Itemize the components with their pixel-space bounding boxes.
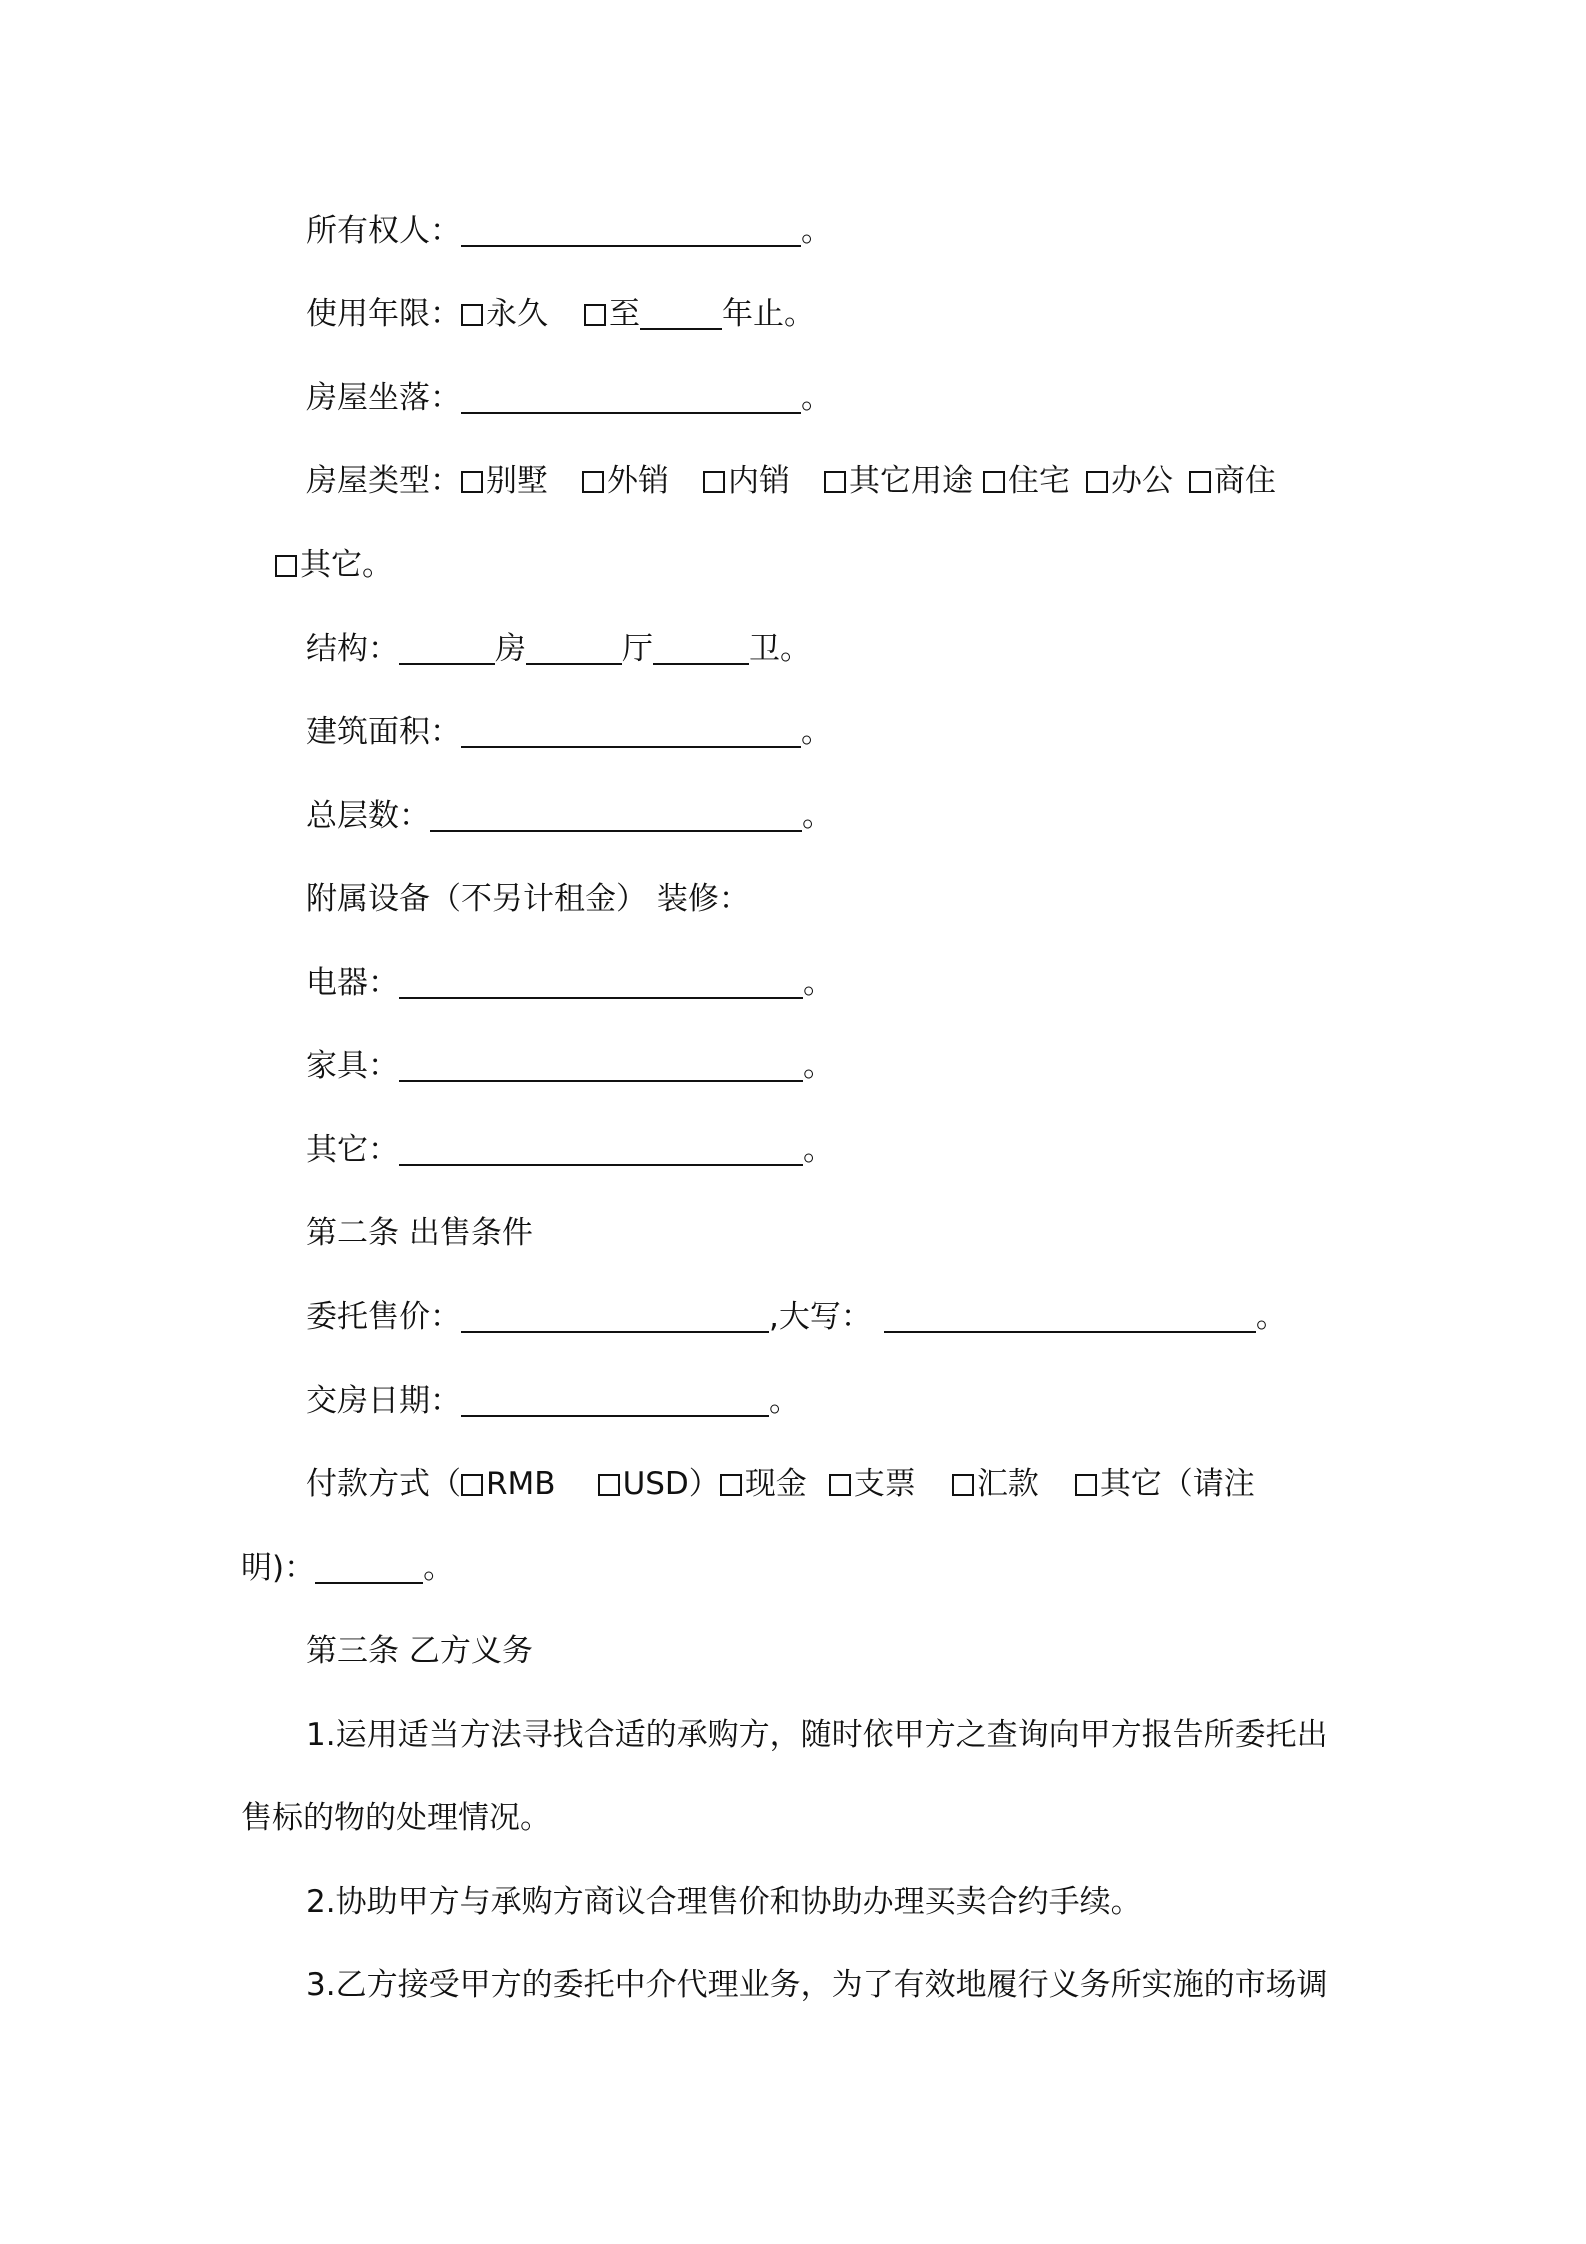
option-cash: 现金 — [744, 1466, 807, 1502]
room-count-blank[interactable] — [399, 633, 495, 665]
furniture-end: 。 — [803, 1048, 834, 1084]
structure-hall: 厅 — [622, 631, 653, 667]
option-house-other: 其它。 — [300, 547, 393, 583]
usage-term-label: 使用年限： — [306, 296, 461, 332]
duty-1-text: 1.运用适当方法寻找合适的承购方，随时依甲方之查询向甲方报告所委托出 — [306, 1717, 1328, 1753]
article2-title — [306, 1210, 533, 1256]
other-label: 其它： — [306, 1132, 399, 1168]
option-rmb: RMB — [486, 1466, 556, 1502]
other-end: 。 — [803, 1132, 834, 1168]
area-end: 。 — [801, 714, 832, 750]
area-row — [306, 709, 832, 755]
checkbox-rmb[interactable] — [461, 1474, 483, 1496]
location-end: 。 — [801, 380, 832, 416]
option-permanent: 永久 — [486, 296, 548, 332]
article3-title — [306, 1628, 533, 1674]
checkbox-permanent[interactable] — [461, 304, 483, 326]
payment-cont: 明)： — [241, 1550, 316, 1586]
payment-other-blank[interactable] — [315, 1552, 423, 1584]
floors-end: 。 — [802, 798, 833, 834]
other-row — [306, 1127, 834, 1173]
option-export: 外销 — [607, 463, 669, 499]
delivery-blank[interactable] — [461, 1385, 769, 1417]
until-year-blank[interactable] — [640, 298, 722, 330]
option-until: 至 — [609, 296, 640, 332]
usage-term-row — [306, 291, 815, 337]
price-end: 。 — [1255, 1299, 1287, 1335]
checkbox-until[interactable] — [584, 304, 606, 326]
payment-end: 。 — [423, 1550, 455, 1586]
area-label: 建筑面积： — [306, 714, 461, 750]
appliances-blank[interactable] — [399, 967, 803, 999]
attached-row — [306, 876, 750, 922]
appliances-label: 电器： — [306, 965, 399, 1001]
option-payment-other: 其它（请注 — [1099, 1466, 1255, 1502]
payment-row — [306, 1461, 1255, 1507]
duty-3-line1 — [306, 1962, 1328, 2008]
usage-term-tail: 年止。 — [722, 296, 815, 332]
floors-blank[interactable] — [430, 800, 802, 832]
checkbox-cash[interactable] — [720, 1474, 742, 1496]
furniture-blank[interactable] — [399, 1050, 803, 1082]
article2-title-text: 第二条 出售条件 — [306, 1215, 533, 1251]
hall-count-blank[interactable] — [526, 633, 622, 665]
duty-1-line2 — [241, 1795, 551, 1841]
price-blank[interactable] — [461, 1301, 769, 1333]
location-row — [306, 375, 832, 421]
bath-count-blank[interactable] — [653, 633, 749, 665]
structure-row — [306, 626, 811, 672]
floors-label: 总层数： — [306, 798, 430, 834]
option-commercial-residential: 商住 — [1214, 463, 1276, 499]
house-type-label: 房屋类型： — [306, 463, 461, 499]
appliances-end: 。 — [803, 965, 834, 1001]
location-label: 房屋坐落： — [306, 380, 461, 416]
payment-row-cont — [241, 1545, 454, 1591]
option-remit: 汇款 — [976, 1466, 1039, 1502]
house-type-row — [306, 458, 1276, 504]
floors-row — [306, 793, 833, 839]
option-other-use: 其它用途 — [849, 463, 973, 499]
owner-blank[interactable] — [461, 215, 801, 247]
option-residence: 住宅 — [1008, 463, 1070, 499]
price-label: 委托售价： — [306, 1299, 461, 1335]
furniture-label: 家具： — [306, 1048, 399, 1084]
area-blank[interactable] — [461, 716, 801, 748]
delivery-label: 交房日期： — [306, 1383, 461, 1419]
duty-1-text-cont: 售标的物的处理情况。 — [241, 1800, 551, 1836]
checkbox-villa[interactable] — [461, 471, 483, 493]
checkbox-commercial-residential[interactable] — [1189, 471, 1211, 493]
structure-label: 结构： — [306, 631, 399, 667]
price-words-blank[interactable] — [884, 1301, 1256, 1333]
attached-text: 附属设备（不另计租金） 装修： — [306, 881, 750, 917]
option-check: 支票 — [853, 1466, 916, 1502]
other-blank[interactable] — [399, 1134, 803, 1166]
checkbox-payment-other[interactable] — [1075, 1474, 1097, 1496]
checkbox-check[interactable] — [829, 1474, 851, 1496]
option-domestic: 内销 — [728, 463, 790, 499]
location-blank[interactable] — [461, 382, 801, 414]
price-row — [306, 1294, 1287, 1340]
price-mid: ,大写： — [769, 1299, 872, 1335]
checkbox-house-other[interactable] — [275, 555, 297, 577]
duty-1-line1 — [306, 1712, 1328, 1758]
option-villa: 别墅 — [486, 463, 548, 499]
duty-2-text: 2.协助甲方与承购方商议合理售价和协助办理买卖合约手续。 — [306, 1884, 1142, 1920]
delivery-end: 。 — [769, 1383, 800, 1419]
checkbox-residence[interactable] — [983, 471, 1005, 493]
article3-title-text: 第三条 乙方义务 — [306, 1633, 533, 1669]
option-office: 办公 — [1111, 463, 1173, 499]
option-usd: USD） — [622, 1466, 720, 1502]
checkbox-other-use[interactable] — [824, 471, 846, 493]
owner-label: 所有权人： — [306, 213, 461, 249]
appliances-row — [306, 960, 834, 1006]
duty-3-text: 3.乙方接受甲方的委托中介代理业务，为了有效地履行义务所实施的市场调 — [306, 1967, 1328, 2003]
structure-bath: 卫。 — [749, 631, 811, 667]
checkbox-export[interactable] — [582, 471, 604, 493]
checkbox-remit[interactable] — [952, 1474, 974, 1496]
house-type-row-cont — [275, 542, 393, 588]
duty-2-line1 — [306, 1879, 1142, 1925]
checkbox-domestic[interactable] — [703, 471, 725, 493]
checkbox-office[interactable] — [1086, 471, 1108, 493]
owner-end: 。 — [801, 213, 832, 249]
structure-room: 房 — [495, 631, 526, 667]
checkbox-usd[interactable] — [598, 1474, 620, 1496]
owner-row — [306, 208, 832, 254]
furniture-row — [306, 1043, 834, 1089]
delivery-row — [306, 1378, 800, 1424]
payment-label: 付款方式（ — [306, 1466, 461, 1502]
